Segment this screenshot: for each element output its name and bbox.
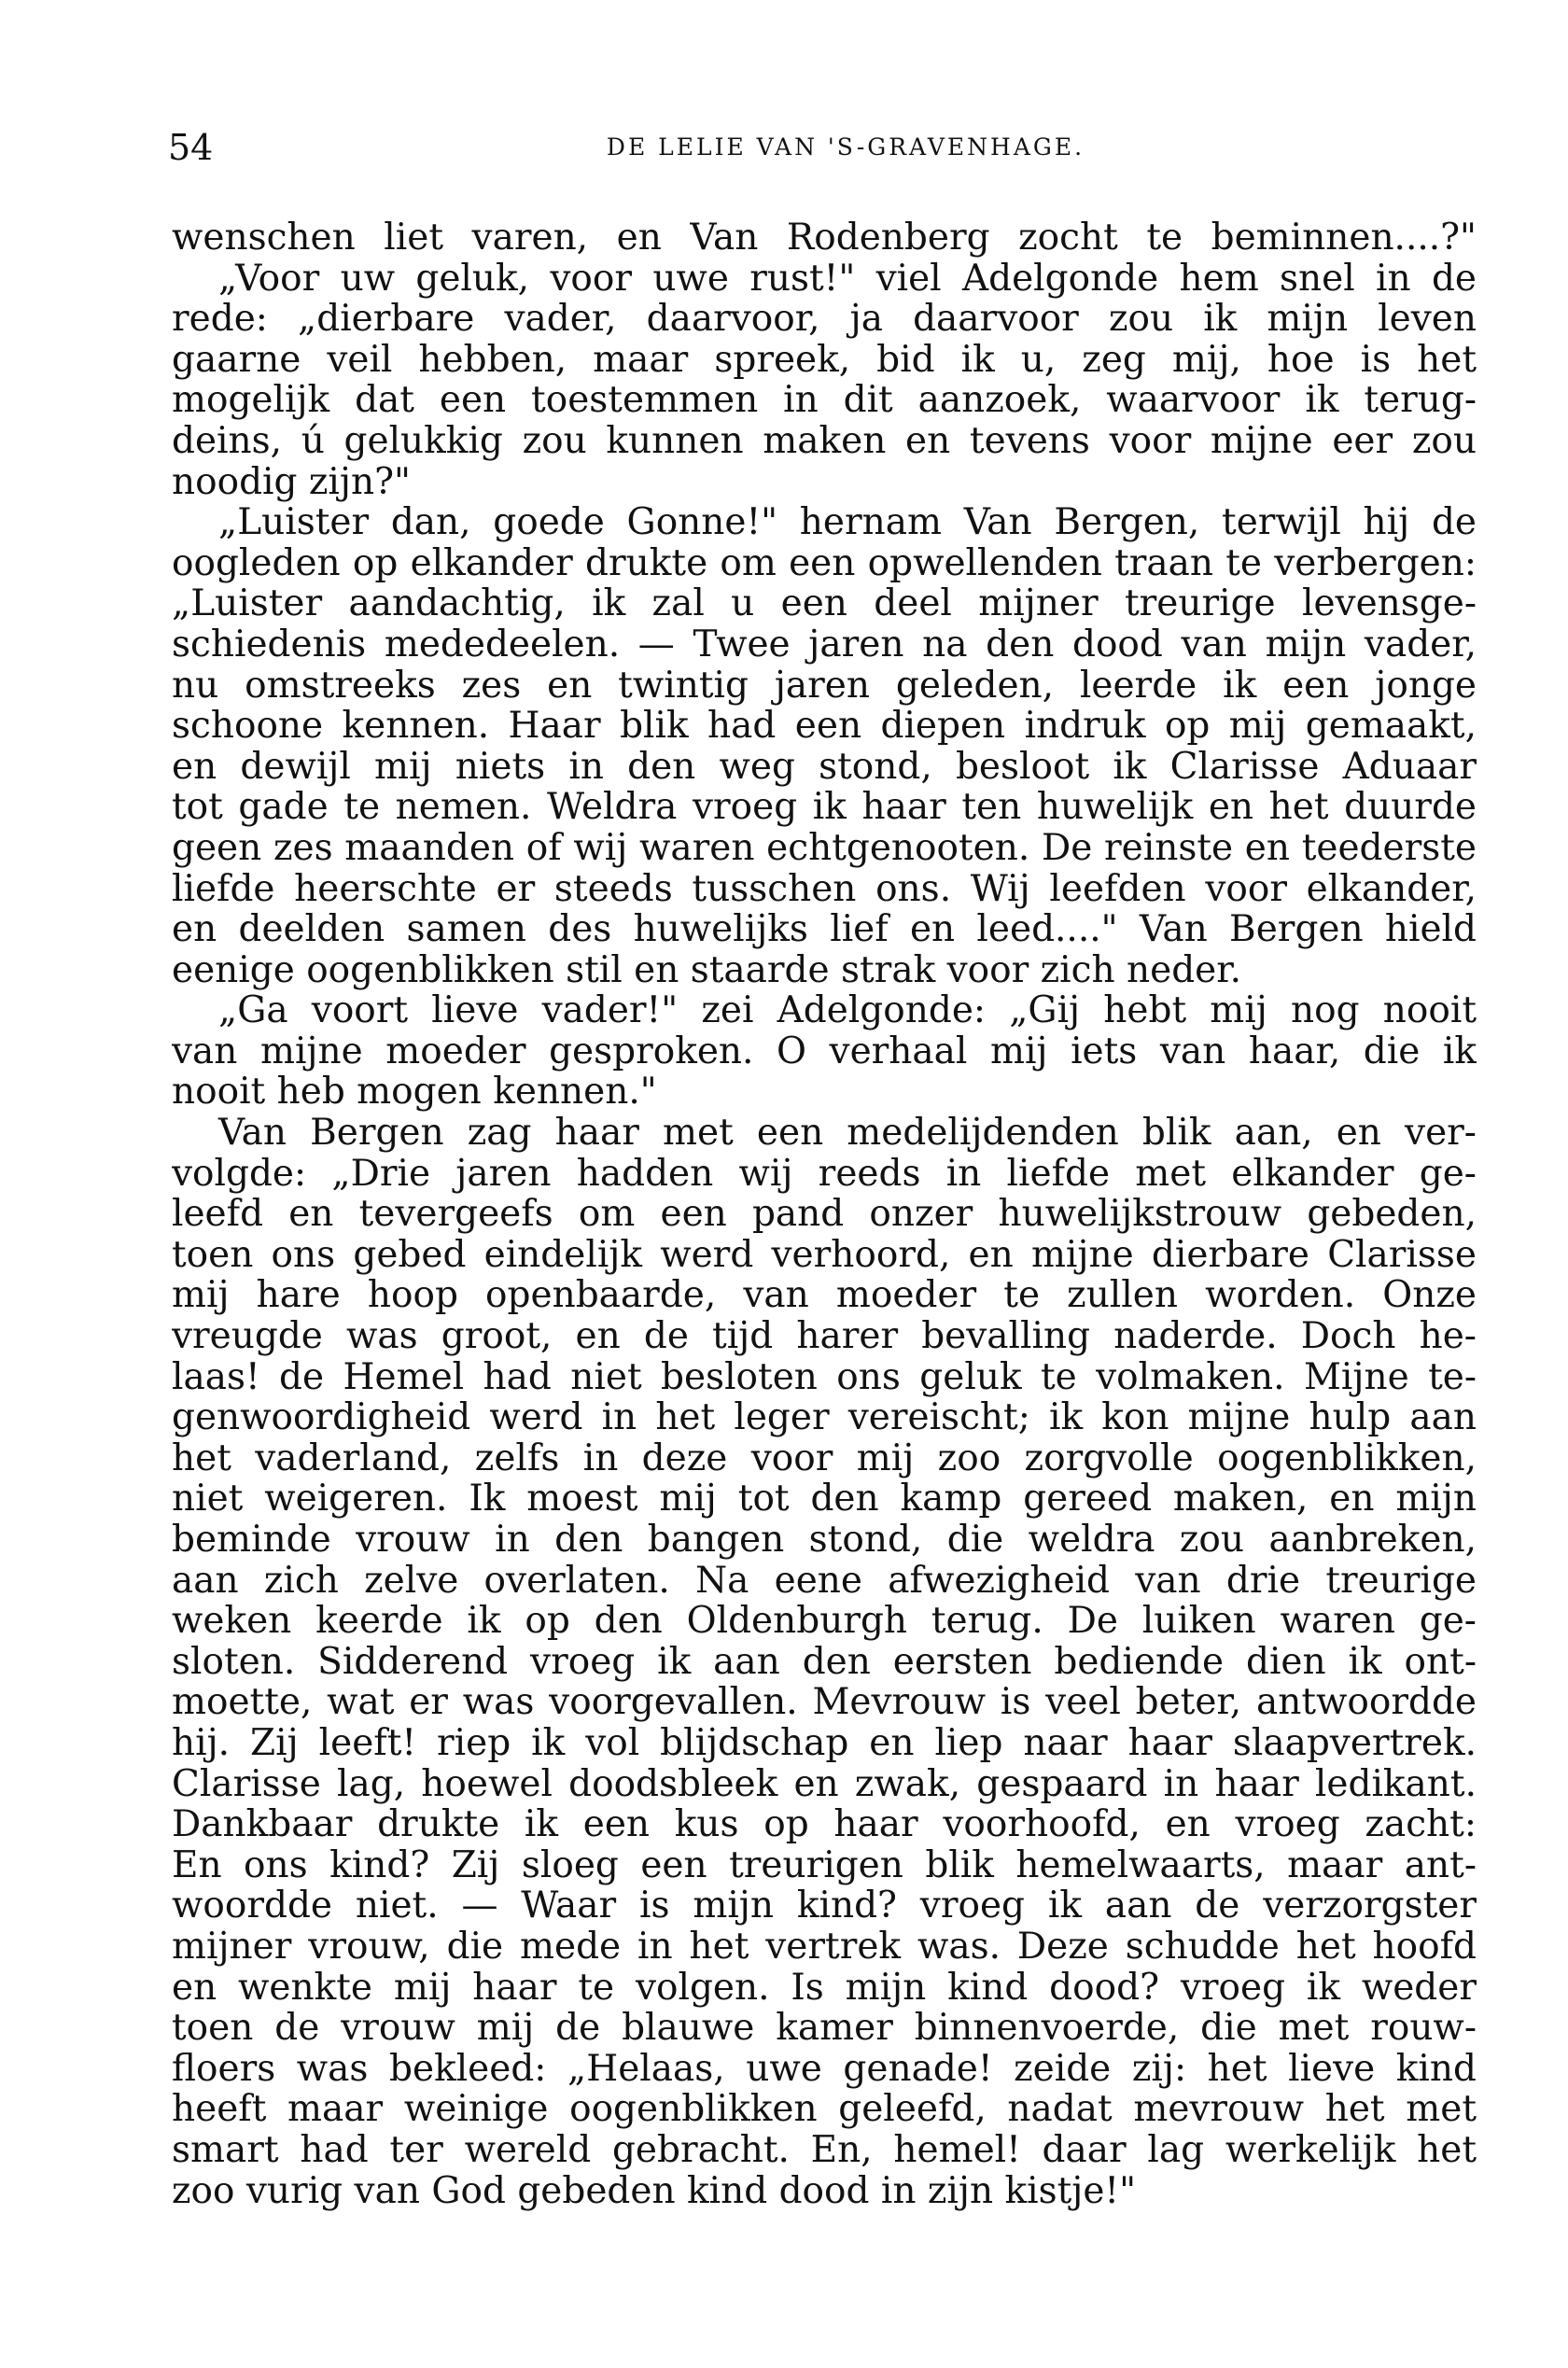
text-line: deins, ú gelukkig zou kunnen maken en tevens voor mijne eer zou [172, 420, 1477, 462]
text-line: en dewijl mij niets in den weg stond, besloot ik Clarisse Aduaar [172, 746, 1477, 788]
text-line: gaarne veil hebben, maar spreek, bid ik u, zeg mij, hoe is het [172, 339, 1477, 381]
text-line: het vaderland, zelfs in deze voor mij zoo zorgvolle oogenblikken, [172, 1437, 1477, 1479]
text-line: floers was bekleed: „Helaas, uwe genade! zeide zij: het lieve kind [172, 2048, 1477, 2090]
text-line: „Ga voort lieve vader!" zei Adelgonde: „Gij hebt mij nog nooit [218, 990, 1477, 1031]
text-line: beminde vrouw in den bangen stond, die weldra zou aanbreken, [172, 1520, 1477, 1561]
text-line: leefd en tevergeefs om een pand onzer huwelijkstrouw gebeden, [172, 1194, 1477, 1235]
text-line: mogelijk dat een toestemmen in dit aanzoek, waarvoor ik terug- [172, 380, 1477, 421]
text-line: nu omstreeks zes en twintig jaren geleden, leerde ik een jonge [172, 665, 1477, 707]
text-line: laas! de Hemel had niet besloten ons geluk te volmaken. Mijne te- [172, 1356, 1477, 1398]
text-line: oogleden op elkander drukte om een opwellenden traan te verbergen: [172, 542, 1477, 584]
text-line: en wenkte mij haar te volgen. Is mijn kind dood? vroeg ik weder [172, 1967, 1477, 2009]
text-line: hij. Zij leeft! riep ik vol blijdschap en liep naar haar slaapvertrek. [172, 1722, 1477, 1764]
running-title: DE LELIE VAN 'S-GRAVENHAGE. [606, 133, 1085, 161]
text-line: mijner vrouw, die mede in het vertrek was. Deze schudde het hoofd [172, 1926, 1477, 1968]
text-line: „Voor uw geluk, voor uwe rust!" viel Adelgonde hem snel in de [218, 258, 1477, 300]
text-line: Dankbaar drukte ik een kus op haar voorhoofd, en vroeg zacht: [172, 1804, 1477, 1845]
text-line: schiedenis mededeelen. — Twee jaren na den dood van mijn vader, [172, 624, 1477, 666]
text-line: volgde: „Drie jaren hadden wij reeds in liefde met elkander ge- [172, 1153, 1477, 1195]
text-line: aan zich zelve overlaten. Na eene afwezigheid van drie treurige [172, 1560, 1477, 1602]
text-line: Van Bergen zag haar met een medelijdenden blik aan, en ver- [218, 1113, 1477, 1154]
text-line: toen de vrouw mij de blauwe kamer binnenvoerde, die met rouw- [172, 2008, 1477, 2049]
text-line: En ons kind? Zij sloeg een treurigen blik hemelwaarts, maar ant- [172, 1844, 1477, 1886]
text-line: weken keerde ik op den Oldenburgh terug. De luiken waren ge- [172, 1601, 1477, 1642]
text-line: sloten. Sidderend vroeg ik aan den eersten bediende dien ik ont- [172, 1641, 1477, 1683]
text-line: heeft maar weinige oogenblikken geleefd, nadat mevrouw het met [172, 2089, 1477, 2130]
text-line: tot gade te nemen. Weldra vroeg ik haar ten huwelijk en het duurde [172, 787, 1477, 828]
text-line: mij hare hoop openbaarde, van moeder te zullen worden. Onze [172, 1275, 1477, 1317]
text-line: woordde niet. — Waar is mijn kind? vroeg ik aan de verzorgster [172, 1885, 1477, 1927]
text-line: niet weigeren. Ik moest mij tot den kamp gereed maken, en mijn [172, 1478, 1477, 1520]
page-header [168, 121, 1477, 174]
text-line: van mijne moeder gesproken. O verhaal mij iets van haar, die ik [172, 1030, 1477, 1072]
text-line: rede: „dierbare vader, daarvoor, ja daarvoor zou ik mijn leven [172, 299, 1477, 340]
text-line: zoo vurig van God gebeden kind dood in zijn kistje!" [172, 2170, 1137, 2212]
page-number: 54 [168, 127, 214, 168]
text-line: smart had ter wereld gebracht. En, hemel! daar lag werkelijk het [172, 2129, 1477, 2171]
text-line: noodig zijn?" [172, 461, 411, 503]
text-line: nooit heb mogen kennen." [172, 1072, 657, 1114]
text-line: toen ons gebed eindelijk werd verhoord, en mijne dierbare Clarisse [172, 1234, 1477, 1276]
text-line: liefde heerschte er steeds tusschen ons. Wij leefden voor elkander, [172, 868, 1477, 910]
text-line: geen zes maanden of wij waren echtgenooten. De reinste en teederste [172, 827, 1477, 869]
text-line: „Luister aandachtig, ik zal u een deel mijner treurige levensge- [172, 583, 1477, 624]
text-line: en deelden samen des huwelijks lief en leed...." Van Bergen hield [172, 909, 1477, 950]
text-line: schoone kennen. Haar blik had een diepen indruk op mij gemaakt, [172, 706, 1477, 747]
text-line: Clarisse lag, hoewel doodsbleek en zwak, gespaard in haar ledikant. [172, 1763, 1477, 1805]
text-line: eenige oogenblikken stil en staarde strak voor zich neder. [172, 949, 1242, 991]
body-text [172, 217, 1477, 2211]
text-line: wenschen liet varen, en Van Rodenberg zocht te beminnen....?" [172, 217, 1477, 259]
text-line: „Luister dan, goede Gonne!" hernam Van Bergen, terwijl hij de [218, 502, 1477, 543]
text-line: moette, wat er was voorgevallen. Mevrouw is veel beter, antwoordde [172, 1682, 1477, 1723]
text-line: vreugde was groot, en de tijd harer bevalling naderde. Doch he- [172, 1316, 1477, 1357]
text-line: genwoordigheid werd in het leger vereischt; ik kon mijne hulp aan [172, 1397, 1477, 1438]
